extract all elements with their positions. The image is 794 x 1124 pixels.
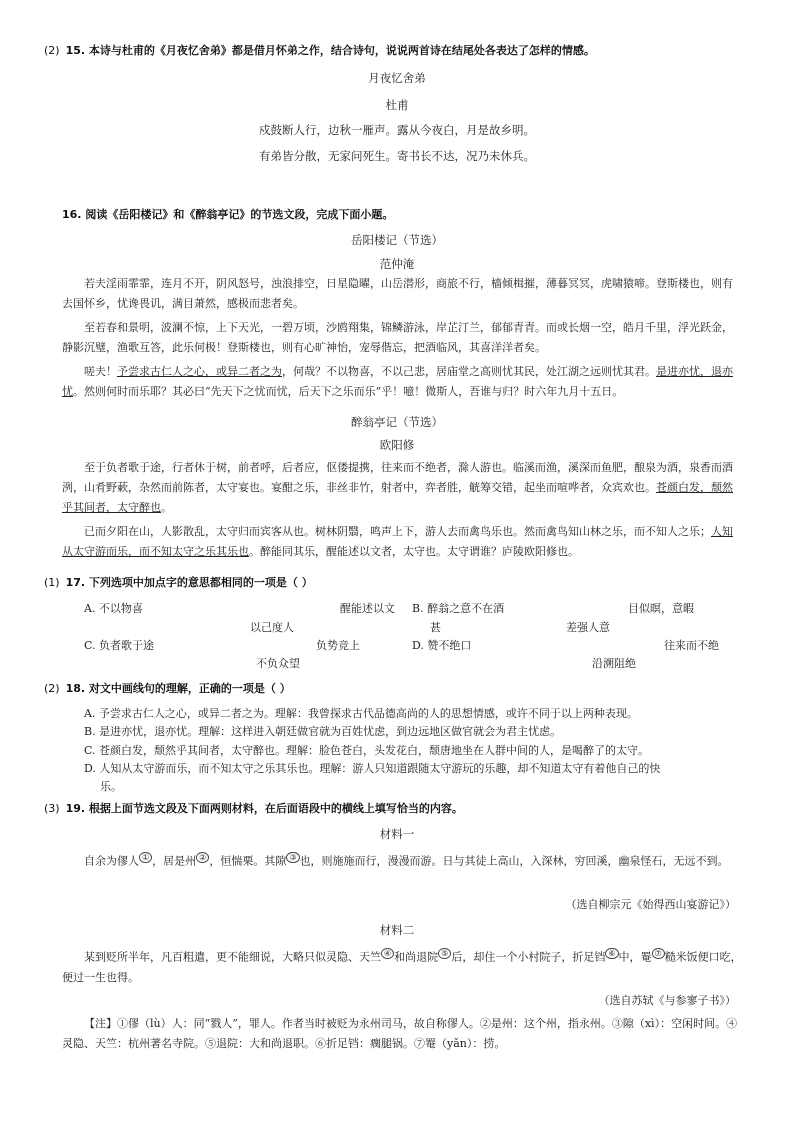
- text-span: 某到贬所半年，凡百粗遣，更不能细说，大略只似灵隐、天竺: [84, 950, 381, 964]
- text-span: 自余为僇人: [84, 854, 139, 868]
- passage-1-title: 岳阳楼记（节选）: [351, 233, 443, 247]
- footnote-marker: ④: [381, 948, 394, 959]
- passage-1-paragraph-1: 若夫淫雨霏霏，连月不开，阴风怒号，浊浪排空，日星隐曜，山岳潜形，商旅不行，樯倾楫摧，薄暮冥冥，虎啸猿啼。登斯楼也，则有去国怀乡，忧谗畏讥，满目萧然，感极而悲者矣。: [62, 277, 733, 310]
- text-span: 至于负者歌于途，行者休于树，前者呼，后者应，伛偻提携，往来而不绝者，滁人游也。临溪而渔，溪深而鱼肥，酿泉为酒，泉香而酒洌，山肴野蔌，杂然而前陈者，太守宴也。宴酣之乐，非丝非竹，射者中，弈者胜，觥筹交错，起坐而喧哗者，众宾欢也。: [62, 461, 733, 494]
- material-1-title: 材料一: [379, 827, 415, 841]
- question-19-text: 19. 根据上面节选文段及下面两则材料，在后面语段中的横线上填写恰当的内容。: [65, 802, 463, 815]
- passage-1-paragraph-2: 至若春和景明，波澜不惊，上下天光，一碧万顷，沙鸥翔集，锦鳞游泳，岸芷汀兰，郁郁青青。而或长烟一空，皓月千里，浮光跃金，静影沉璧，渔歌互答，此乐何极！登斯楼也，则有心旷神怡，宠辱偕忘，把酒临风，其喜洋洋者矣。: [62, 321, 733, 354]
- question-15-text: 15. 本诗与杜甫的《月夜忆舍弟》都是借月怀弟之作，结合诗句，说说两首诗在结尾处各表达了怎样的情感。: [65, 44, 595, 57]
- question-18: [44, 680, 291, 696]
- question-15: [44, 42, 595, 58]
- material-1-text: [62, 848, 742, 872]
- option-17-b-3: 甚: [430, 621, 441, 634]
- passage-2-author: 欧阳修: [379, 438, 415, 452]
- question-16-text: 16. 阅读《岳阳楼记》和《醉翁亭记》的节选文段，完成下面小题。: [62, 208, 394, 221]
- footnote-marker: ②: [196, 852, 209, 863]
- text-span: ，居是州: [152, 854, 197, 868]
- option-18-c: C. 苍颜白发，颓然乎其间者，太守醉也。理解：脸色苍白，头发花白，颓唐地坐在人群中间的人，是喝醉了的太守。: [84, 744, 650, 757]
- option-17-a-2: 醒能述以文: [340, 602, 395, 615]
- question-17-number: (1): [44, 576, 60, 589]
- text-span: 已而夕阳在山，人影散乱，太守归而宾客从也。树林阴翳，鸣声上下，游人去而禽鸟乐也。然而禽鸟知山林之乐，而不知人之乐；: [84, 525, 711, 538]
- footnote-marker: ⑥: [605, 948, 618, 959]
- question-18-text: 18. 对文中画线句的理解，正确的一项是（ ）: [65, 682, 291, 695]
- underlined-sentence-4: 人知从太守游而乐，而不知太守之乐其乐也: [62, 525, 733, 558]
- poem-line-2: 有弟皆分散，无家问死生。寄书长不达，况乃未休兵。: [259, 149, 535, 163]
- text-span: 和尚退院: [394, 950, 439, 964]
- text-span: 中，罨: [618, 950, 652, 964]
- option-17-c-3: 不负众望: [256, 657, 300, 670]
- material-2-source: （选自苏轼《与参寥子书》）: [598, 994, 736, 1007]
- passage-1-author: 范仲淹: [379, 257, 415, 271]
- option-18-d-line-1: D. 人知从太守游而乐，而不知太守之乐其乐也。理解：游人只知道跟随太守游玩的乐趣，却不知道太守有着他自己的快: [84, 762, 661, 775]
- option-17-d-2: 往来而不绝: [664, 639, 719, 652]
- text-span: 。: [161, 501, 172, 514]
- material-2-text: [62, 944, 742, 988]
- passage-2-paragraph-1: [62, 458, 742, 518]
- question-15-number: (2): [44, 44, 60, 57]
- text-span: 糙米饭便口吃，便过一生也得。: [62, 950, 742, 984]
- text-span: 。然则何时而乐耶？其必曰“先天下之忧而忧，后天下之乐而乐”乎！噫！微斯人，吾谁与归？时六年九月十五日。: [73, 385, 624, 398]
- option-17-b-2: 目似暝，意暇: [628, 602, 694, 615]
- underlined-sentence-3: 苍颜白发，颓然乎其间者，太守醉也: [62, 481, 733, 514]
- option-17-c-2: 负势竞上: [316, 639, 360, 652]
- option-18-d-line-2: 乐。: [100, 780, 122, 793]
- question-17-text: 17. 下列选项中加点字的意思都相同的一项是（ ）: [65, 576, 313, 589]
- text-span: 也，则施施而行，漫漫而游。日与其徒上高山，入深林，穷回溪，幽泉怪石，无远不到。: [299, 854, 729, 868]
- material-1-source: （选自柳宗元《始得西山宴游记》）: [565, 898, 736, 911]
- question-18-number: (2): [44, 682, 60, 695]
- option-17-b-4: 差强人意: [566, 621, 610, 634]
- footnote-marker: ⑤: [438, 948, 451, 959]
- text-span: ，何哉？不以物喜，不以己悲，居庙堂之高则忧其民，处江湖之远则忧其君。: [282, 365, 656, 378]
- poem-line-1: 戍鼓断人行，边秋一雁声。露从今夜白，月是故乡明。: [259, 123, 535, 137]
- text-span: 后，却住一个小村院子，折足铛: [451, 950, 606, 964]
- option-18-b: B. 是进亦忧，退亦忧。理解：这样进入朝廷做官就为百姓忧虑，到边远地区做官就会为君主忧虑。: [84, 725, 562, 738]
- text-span: ，恒惴栗。其隙: [209, 854, 287, 868]
- option-17-d-3: 沿溯阻绝: [592, 657, 636, 670]
- footnote-marker: ③: [286, 852, 299, 863]
- footnotes: 【注】①僇（lù）人：同“戮人”，罪人。作者当时被贬为永州司马，故自称僇人。②是州：这个州，指永州。③隙（xì）：空闲时间。④灵隐、天竺：杭州著名寺院。⑤退院：大和尚退职。⑥折足铛：瘸腿锅。⑦罨（yǎn）：捞。: [62, 1017, 738, 1050]
- option-17-a-1: A. 不以物喜: [84, 602, 143, 615]
- option-17-b-1: B. 醉翁之意不在酒: [412, 602, 505, 615]
- option-17-a-3: 以己度人: [250, 621, 294, 634]
- option-17-c-1: C. 负者歌于途: [84, 639, 155, 652]
- material-2-title: 材料二: [379, 923, 415, 937]
- passage-1-paragraph-3: [62, 362, 742, 402]
- footnote-marker: ⑦: [652, 948, 665, 959]
- question-19: [44, 800, 463, 816]
- question-19-number: (3): [44, 802, 60, 815]
- poem-author: 杜甫: [385, 98, 409, 112]
- poem-title: 月夜忆舍弟: [368, 71, 426, 85]
- passage-2-paragraph-2: [62, 522, 742, 562]
- underlined-sentence-2: 是进亦忧，退亦忧: [62, 365, 733, 398]
- option-18-a: A. 予尝求古仁人之心，或异二者之为。理解：我曾探求古代品德高尚的人的思想情感，或许不同于以上两种表现。: [84, 707, 638, 720]
- footnote-marker: ①: [139, 852, 152, 863]
- option-17-d-1: D. 赞不绝口: [412, 639, 472, 652]
- text-span: 嗟夫！: [84, 365, 117, 378]
- passage-2-title: 醉翁亭记（节选）: [351, 415, 443, 429]
- text-span: 。醉能同其乐，醒能述以文者，太守也。太守谓谁？庐陵欧阳修也。: [249, 545, 579, 558]
- question-17: [44, 574, 313, 590]
- underlined-sentence-1: 予尝求古仁人之心，或异二者之为: [117, 365, 282, 378]
